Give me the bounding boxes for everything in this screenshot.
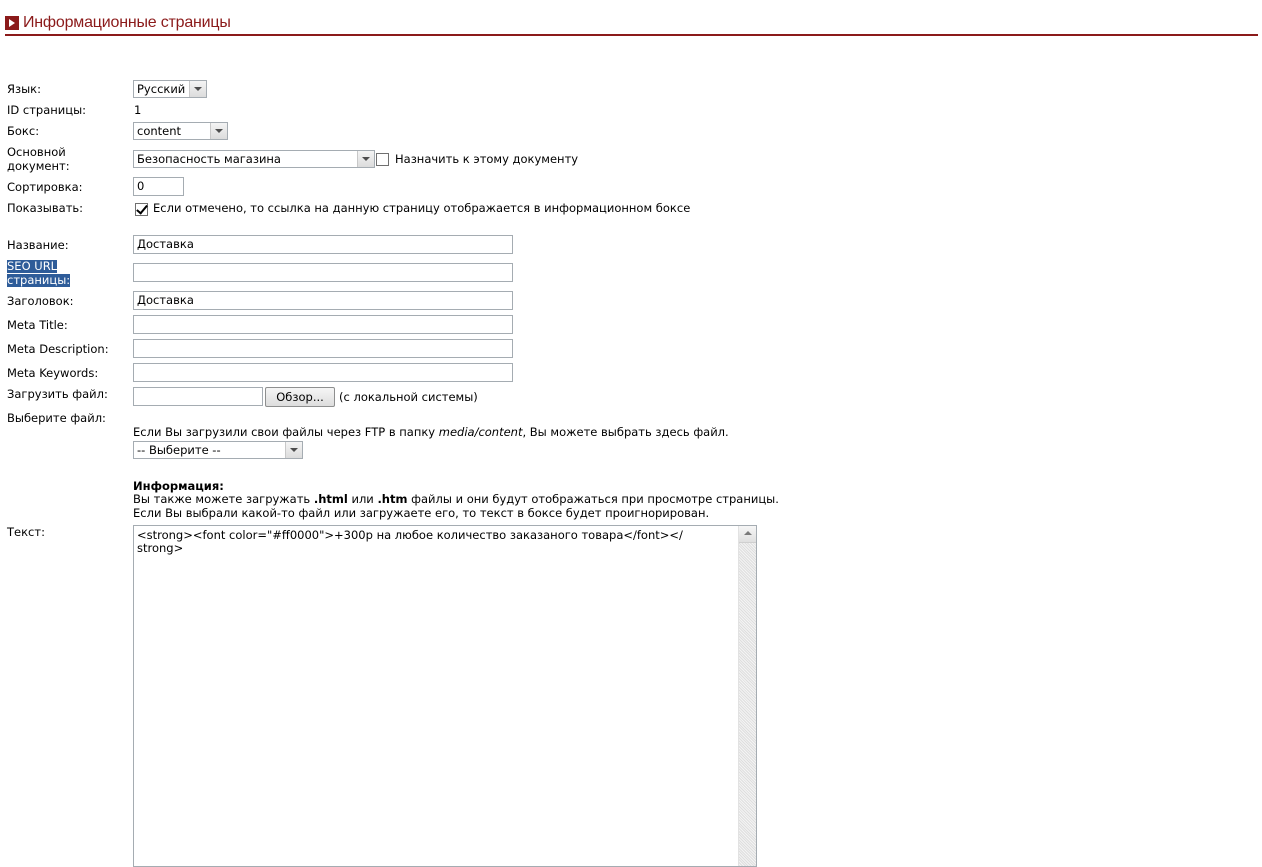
chevron-down-icon[interactable] (285, 442, 302, 458)
upload-hint: (с локальной системы) (339, 390, 478, 404)
meta-keywords-label: Meta Keywords: (7, 366, 99, 380)
parent-document-select-value: Безопасность магазина (137, 152, 281, 166)
box-select-value: content (137, 124, 182, 138)
parent-document-label-line1: Основной (7, 145, 66, 159)
show-label: Показывать: (7, 201, 84, 215)
choose-file-select-value: -- Выберите -- (137, 443, 221, 457)
page-id-label: ID страницы: (7, 103, 87, 117)
show-description: Если отмечено, то ссылка на данную страницу отображается в информационном боксе (153, 201, 691, 215)
name-label: Название: (7, 238, 69, 252)
textarea-scrollbar[interactable] (738, 526, 756, 866)
meta-title-input[interactable] (133, 315, 513, 334)
assign-to-document-checkbox[interactable] (376, 153, 389, 166)
name-input[interactable]: Доставка (133, 235, 513, 254)
text-textarea-content[interactable]: <strong><font color="#ff0000">+300р на любое количество заказаного товара</font></ strong> (137, 528, 683, 555)
upload-file-label: Загрузить файл: (7, 387, 108, 401)
assign-to-document-label: Назначить к этому документу (395, 152, 579, 166)
meta-description-input[interactable] (133, 339, 513, 358)
choose-file-select[interactable] (133, 441, 303, 459)
info-line-1-c: файлы и они будут отображаться при просмотре страницы. (407, 492, 779, 506)
language-select-value: Русский (137, 82, 186, 96)
meta-keywords-input[interactable] (133, 363, 513, 382)
info-line-2: Если Вы выбрали какой-то файл или загружаете его, то текст в боксе будет проигнорирован. (133, 506, 710, 520)
language-label: Язык: (7, 82, 42, 96)
seo-url-input[interactable] (133, 263, 513, 282)
choose-file-label: Выберите файл: (7, 411, 106, 425)
info-heading-text: Информация: (133, 479, 224, 493)
info-line-1 (133, 493, 779, 506)
info-line-1-b: или (347, 492, 378, 506)
chevron-down-icon[interactable] (210, 123, 227, 139)
info-line-1-htm: .htm (377, 492, 408, 506)
info-line-1-html: .html (313, 492, 348, 506)
page-id-value: 1 (134, 103, 142, 117)
choose-file-note-before: Если Вы загрузили свои файлы через FTP в папку (133, 425, 439, 439)
choose-file-note-path: media/content (438, 425, 523, 439)
parent-document-label-line2: документ: (7, 159, 70, 173)
info-line-1-a: Вы также можете загружать (133, 492, 314, 506)
play-arrow-icon (5, 16, 19, 30)
box-label: Бокс: (7, 124, 40, 138)
parent-document-select[interactable] (133, 150, 375, 168)
text-textarea[interactable] (133, 525, 757, 867)
sort-input[interactable]: 0 (133, 177, 184, 196)
page-header (5, 13, 1258, 36)
language-select[interactable] (133, 80, 207, 98)
chevron-down-icon[interactable] (357, 151, 374, 167)
heading-label: Заголовок: (7, 294, 74, 308)
seo-url-label-line2: страницы: (7, 273, 71, 287)
meta-description-label: Meta Description: (7, 342, 109, 356)
choose-file-note-after: , Вы можете выбрать здесь файл. (522, 425, 729, 439)
sort-label: Сортировка: (7, 180, 83, 194)
scroll-up-arrow-icon[interactable] (739, 526, 756, 543)
browse-button[interactable]: Обзор... (265, 387, 335, 407)
upload-file-input[interactable] (133, 387, 263, 406)
chevron-down-icon[interactable] (189, 81, 206, 97)
meta-title-label: Meta Title: (7, 318, 68, 332)
seo-url-label-line1: SEO URL (7, 259, 58, 273)
heading-input[interactable]: Доставка (133, 291, 513, 310)
page-title: Информационные страницы (23, 14, 231, 31)
box-select[interactable] (133, 122, 228, 140)
choose-file-note (133, 426, 729, 439)
text-label: Текст: (7, 525, 45, 539)
show-checkbox[interactable] (135, 203, 148, 216)
